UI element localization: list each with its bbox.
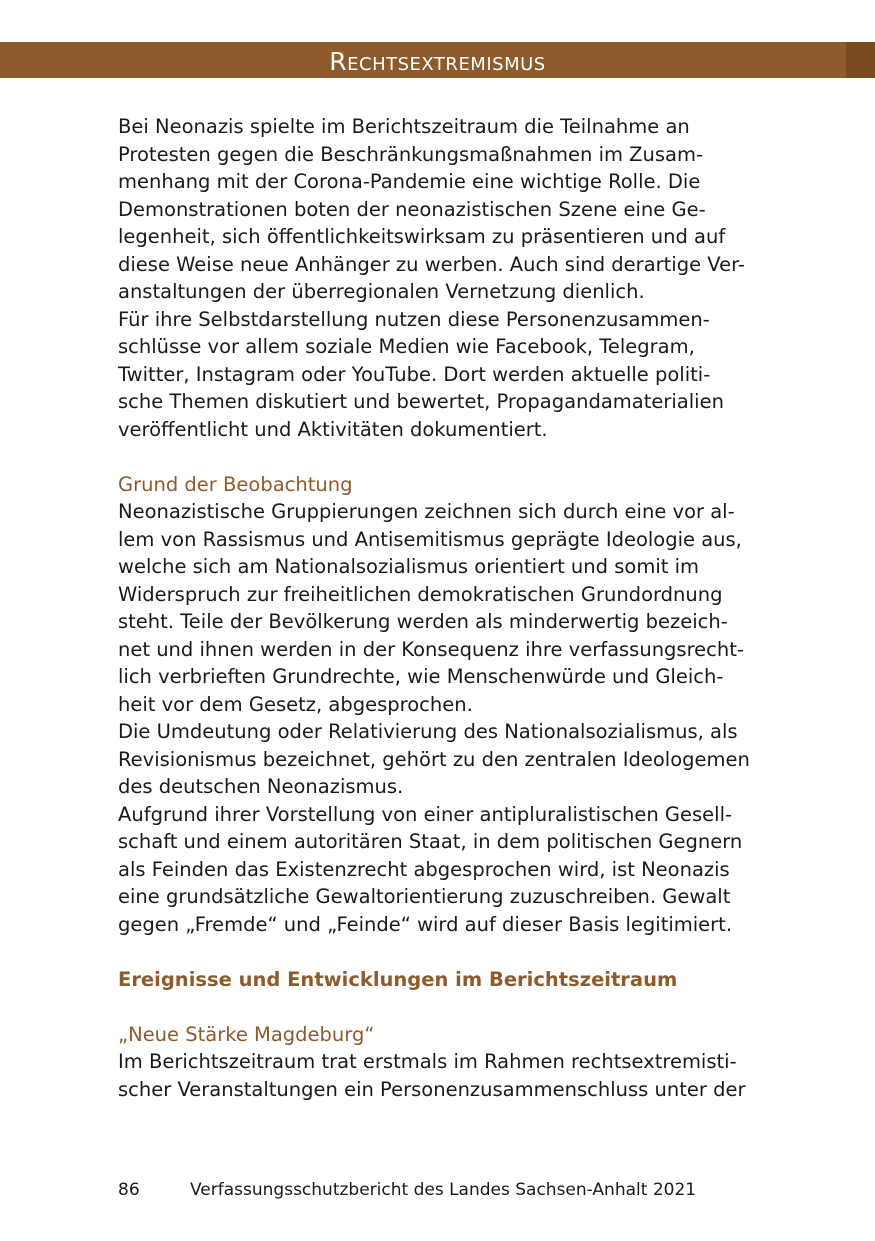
publication-title: Verfassungsschutzbericht des Landes Sachsen-Anhalt 2021	[190, 1180, 697, 1200]
paragraph-spacer	[118, 938, 758, 966]
intro-paragraph-1: Bei Neonazis spielte im Berichtszeitraum die Teilnahme an Protesten gegen die Beschränkungsmaßnahmen im Zusam- menhang mit der Corona-Pandemie eine wichtige Rolle. Die Demonstrationen boten der neonazistischen Szene eine Ge- legenheit, sich öffentlichkeitswirksam zu präsentieren und auf diese Weise neue Anhänger zu werben. Auch sind derartige Ver- anstaltungen der überregionalen Vernetzung dienlich.	[118, 115, 745, 303]
grund-paragraph-3: Aufgrund ihrer Vorstellung von einer antipluralistischen Gesell- schaft und einem autoritären Staat, in dem politischen Gegnern als Feinden das Existenzrecht abgesprochen wird, ist Neonazis eine grundsätzliche Gewaltorientierung zuzuschreiben. Gewalt gegen „Fremde“ und „Feinde“ wird auf dieser Basis legitimiert.	[118, 802, 743, 936]
subheading-grund-der-beobachtung: Grund der Beobachtung	[118, 472, 353, 496]
page-number: 86	[118, 1180, 140, 1200]
main-content	[118, 113, 758, 1103]
paragraph-spacer	[118, 993, 758, 1021]
page-footer	[118, 1180, 758, 1200]
intro-paragraph-2: Für ihre Selbstdarstellung nutzen diese Personenzusammen- schlüsse vor allem soziale Medien wie Facebook, Telegram, Twitter, Instagram oder YouTube. Dort werden aktuelle politi- sche Themen diskutiert und bewertet, Propagandamaterialien veröffentlicht und Aktivitäten dokumentiert.	[118, 307, 724, 441]
subheading-neue-staerke-magdeburg: „Neue Stärke Magdeburg“	[118, 1022, 375, 1046]
grund-paragraph-1: Neonazistische Gruppierungen zeichnen sich durch eine vor al- lem von Rassismus und Antisemitismus geprägte Ideologie aus, welche sich am Nationalsozialismus orientiert und somit im Widerspruch zur freiheitlichen demokratischen Grundordnung steht. Teile der Bevölkerung werden als minderwertig bezeich- net und ihnen werden in der Konsequenz ihre verfassungsrecht- lich verbrieften Grundrechte, wie Menschenwürde und Gleich- heit vor dem Gesetz, abgesprochen.	[118, 500, 744, 716]
paragraph-spacer	[118, 443, 758, 471]
grund-paragraph-2: Die Umdeutung oder Relativierung des Nationalsozialismus, als Revisionismus bezeichnet, gehört zu den zentralen Ideologemen des deutschen Neonazismus.	[118, 720, 750, 798]
section-heading-ereignisse: Ereignisse und Entwicklungen im Berichtszeitraum	[118, 967, 678, 991]
neue-staerke-paragraph: Im Berichtszeitraum trat erstmals im Rahmen rechtsextremisti- scher Veranstaltungen ein Personenzusammenschluss unter der	[118, 1050, 746, 1101]
chapter-title: Rechtsextremismus	[329, 47, 546, 76]
